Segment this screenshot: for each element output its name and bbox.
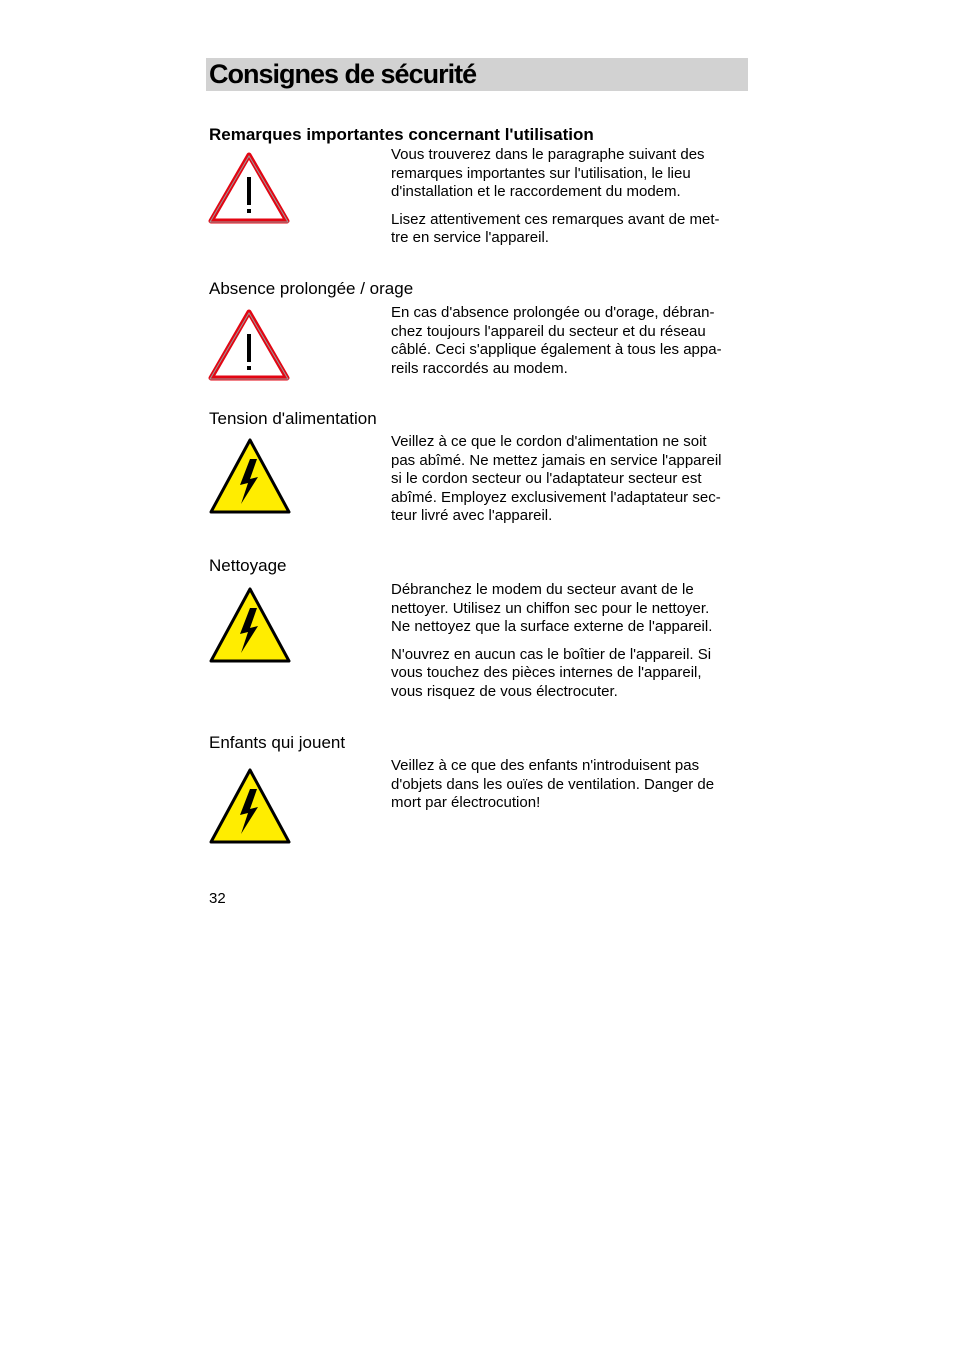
high-voltage-icon	[208, 586, 292, 664]
section-heading-enfants: Enfants qui jouent	[209, 733, 346, 752]
section-text-remarques	[391, 146, 751, 257]
section-text-nettoyage	[391, 581, 751, 711]
section-text-absence	[391, 304, 751, 387]
page-title-bar	[206, 58, 748, 91]
paragraph: Vous trouverez dans le paragraphe suivant des remarques importantes sur l'utilisation, le lieu d'installation et le raccordement du modem.	[391, 146, 705, 201]
section-heading-nettoyage: Nettoyage	[209, 556, 287, 575]
paragraph: Débranchez le modem du secteur avant de le nettoyer. Utilisez un chiffon sec pour le nettoyer. Ne nettoyez que la surface externe de l'appareil.	[391, 581, 713, 636]
page-number: 32	[209, 890, 226, 907]
page-title: Consignes de sécurité	[209, 59, 477, 89]
paragraph: Veillez à ce que des enfants n'introduisent pas d'objets dans les ouïes de ventilation. Danger de mort par électrocution!	[391, 757, 715, 812]
high-voltage-icon	[208, 767, 292, 845]
warning-exclamation-icon	[208, 309, 290, 381]
paragraph: En cas d'absence prolongée ou d'orage, débran- chez toujours l'appareil du secteur et du réseau câblé. Ceci s'applique également à tous les appa- reils raccordés au modem.	[391, 304, 722, 377]
section-heading-remarques: Remarques importantes concernant l'utilisation	[209, 125, 594, 144]
section-text-enfants	[391, 757, 751, 822]
section-heading-tension: Tension d'alimentation	[209, 409, 377, 428]
paragraph: N'ouvrez en aucun cas le boîtier de l'appareil. Si vous touchez des pièces internes de l'appareil, vous risquez de vous électrocuter.	[391, 645, 712, 700]
high-voltage-icon	[208, 437, 292, 515]
section-text-tension	[391, 433, 751, 535]
paragraph: Lisez attentivement ces remarques avant de met- tre en service l'appareil.	[391, 210, 720, 247]
warning-exclamation-icon	[208, 152, 290, 224]
section-heading-absence: Absence prolongée / orage	[209, 279, 414, 298]
paragraph: Veillez à ce que le cordon d'alimentation ne soit pas abîmé. Ne mettez jamais en service l'appareil si le cordon secteur ou l'adaptateur secteur est abîmé. Employez exclusivement l'adaptateur sec- teur livré avec l'appareil.	[391, 433, 722, 525]
